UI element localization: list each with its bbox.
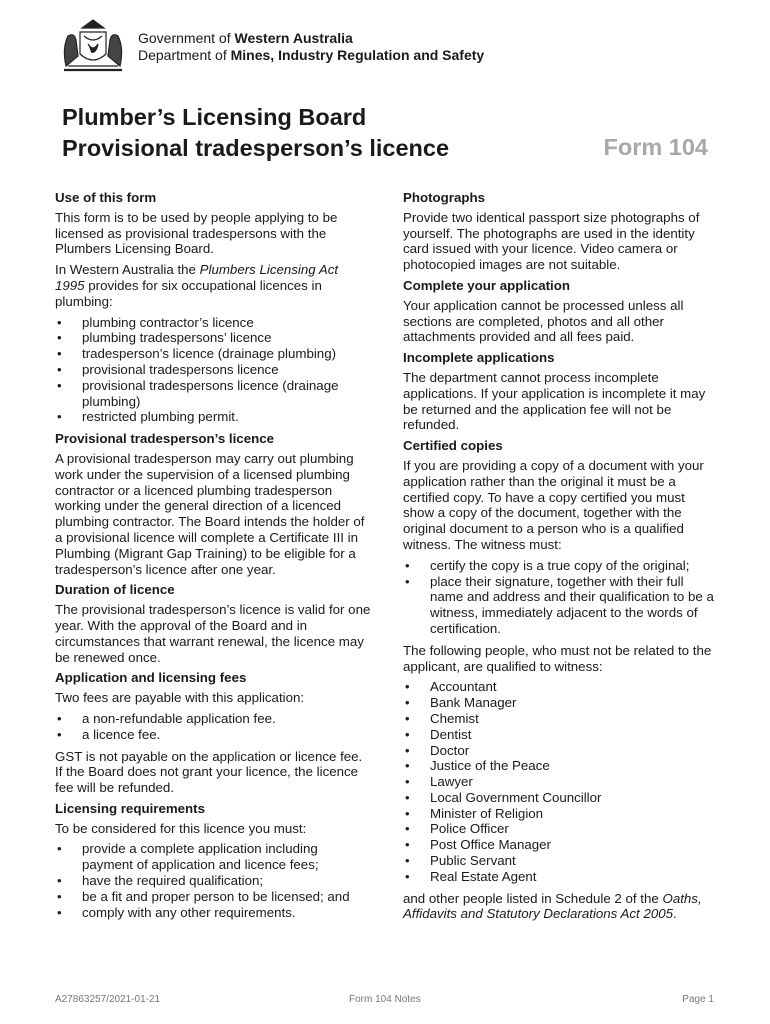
section-use-of-form — [55, 190, 371, 425]
list-item: • Public Servant — [403, 853, 719, 869]
list-item: • Dentist — [403, 727, 719, 743]
list-item: • a licence fee. — [55, 727, 371, 743]
section-heading: Application and licensing fees — [55, 670, 247, 686]
list-item: • Post Office Manager — [403, 837, 719, 853]
footer-title: Form 104 Notes — [349, 994, 421, 1005]
section-provisional-licence — [55, 431, 371, 577]
left-column — [55, 190, 371, 926]
government-header — [138, 30, 484, 64]
section-fees — [55, 670, 371, 796]
footer-document-id: A27863257/2021-01-21 — [55, 994, 161, 1005]
requirements-list — [55, 841, 371, 920]
list-item: • have the required qualification; — [55, 873, 371, 889]
title-line-1: Plumber’s Licensing Board — [62, 104, 367, 130]
paragraph: This form is to be used by people applying to be licensed as provisional tradespersons with the Plumbers Licensing Board. — [55, 209, 338, 257]
list-item: • Doctor — [403, 743, 719, 759]
department-line: Department of Mines, Industry Regulation and Safety — [138, 47, 485, 63]
list-item: • Local Government Councillor — [403, 790, 719, 806]
section-complete-application — [403, 278, 719, 345]
section-incomplete-applications — [403, 350, 719, 433]
list-item: • Lawyer — [403, 774, 719, 790]
paragraph: GST is not payable on the application or licence fee. If the Board does not grant your licence, the licence fee will be refunded. — [55, 748, 363, 796]
list-item: • Minister of Religion — [403, 806, 719, 822]
section-heading: Photographs — [403, 190, 485, 205]
right-column — [403, 190, 719, 927]
section-heading: Certified copies — [403, 438, 503, 454]
witness-duties-list — [403, 558, 719, 637]
paragraph: The following people, who must not be related to the applicant, are qualified to witness: — [403, 642, 712, 674]
list-item: • restricted plumbing permit. — [55, 409, 371, 425]
list-item: • Real Estate Agent — [403, 869, 719, 885]
section-duration — [55, 582, 371, 665]
footer-page-number: Page 1 — [682, 994, 714, 1005]
paragraph: To be considered for this licence you must: — [55, 820, 307, 836]
paragraph: and other people listed in Schedule 2 of the Oaths, Affidavits and Statutory Declarations Act 2005. — [403, 890, 702, 922]
section-heading: Complete your application — [403, 277, 570, 293]
section-heading: Provisional tradesperson’s licence — [55, 431, 274, 447]
list-item: • plumbing tradespersons’ licence — [55, 330, 371, 346]
page-title — [62, 102, 449, 164]
paragraph: In Western Australia the Plumbers Licensing Act 1995 provides for six occupational licences in plumbing: — [55, 262, 339, 309]
wa-government-crest — [58, 14, 128, 76]
paragraph: The provisional tradesperson’s licence is valid for one year. With the approval of the Board and in circumstances that warrant renewal, the licence may be renewed once. — [55, 602, 371, 665]
section-heading: Use of this form — [55, 190, 157, 205]
paragraph: If you are providing a copy of a document with your application rather than the original it must be a certified copy. To have a copy certified you must show a copy of the document, together with the original document to a person who is a qualified witness. The witness must: — [403, 457, 704, 552]
qualified-witness-list — [403, 679, 719, 884]
paragraph: The department cannot process incomplete applications. If your application is incomplete it may be returned and the application fee will not be refunded. — [403, 369, 706, 433]
section-heading: Incomplete applications — [403, 350, 555, 366]
title-line-2: Provisional tradesperson’s licence — [62, 135, 450, 161]
list-item: • Bank Manager — [403, 695, 719, 711]
list-item: • comply with any other requirements. — [55, 905, 371, 921]
list-item: • Police Officer — [403, 821, 719, 837]
section-requirements — [55, 801, 371, 921]
section-heading: Licensing requirements — [55, 800, 205, 816]
list-item: • provisional tradespersons licence — [55, 362, 371, 378]
list-item: • Chemist — [403, 711, 719, 727]
section-heading: Duration of licence — [55, 582, 175, 598]
paragraph: Provide two identical passport size photographs of yourself. The photographs are used in the identity card issued with your licence. Video camera or photocopied images are not suitable. — [403, 209, 700, 273]
list-item: • certify the copy is a true copy of the original; — [403, 558, 719, 574]
list-item: • provisional tradespersons licence (drainage plumbing) — [55, 378, 371, 410]
list-item: • place their signature, together with their full name and address and their qualification to be a witness, immediately adjacent to the words of certification. — [403, 574, 719, 637]
list-item: • Accountant — [403, 679, 719, 695]
paragraph: A provisional tradesperson may carry out plumbing work under the supervision of a licensed plumbing contractor or a licenced plumbing tradesperson working under the general direction of a licenced plumbing contractor. The Board intends the holder of a provisional licence will complete a Certificate III in Plumbing (Migrant Gap Training) to be eligible for a tradesperson’s licence after one year. — [55, 450, 365, 577]
list-item: • provide a complete application including payment of application and licence fees; — [55, 841, 371, 873]
section-certified-copies — [403, 438, 719, 922]
licence-list — [55, 315, 371, 426]
fee-list — [55, 711, 371, 743]
list-item: • tradesperson’s licence (drainage plumbing) — [55, 346, 371, 362]
list-item: • be a fit and proper person to be licensed; and — [55, 889, 371, 905]
paragraph: Your application cannot be processed unless all sections are completed, photos and all other attachments provided and all fees paid. — [403, 297, 684, 345]
list-item: • plumbing contractor’s licence — [55, 315, 371, 331]
paragraph: Two fees are payable with this application: — [55, 690, 305, 706]
form-number: Form 104 — [603, 134, 708, 160]
list-item: • a non-refundable application fee. — [55, 711, 371, 727]
list-item: • Justice of the Peace — [403, 758, 719, 774]
section-photographs — [403, 190, 719, 273]
government-line: Government of Western Australia — [138, 30, 353, 46]
